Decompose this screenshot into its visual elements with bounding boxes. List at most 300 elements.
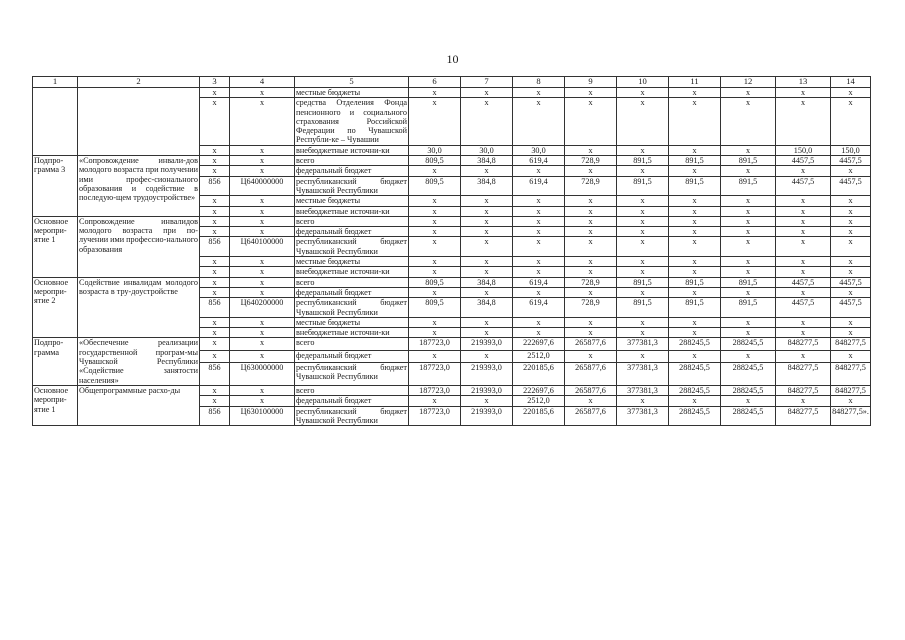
value-cell: x: [409, 267, 461, 277]
value-cell: 2512,0: [513, 396, 565, 406]
table-row: [33, 156, 871, 166]
value-cell: x: [721, 206, 776, 216]
admin-code-cell: x: [200, 385, 230, 395]
value-cell: x: [617, 166, 669, 176]
value-cell: 265877,6: [565, 406, 617, 426]
value-cell: 2512,0: [513, 350, 565, 362]
value-cell: x: [461, 196, 513, 206]
value-cell: 848277,5: [776, 362, 831, 385]
value-cell: x: [409, 257, 461, 267]
program-name-cell: Содействие инвалидам молодого возраста в тру-доустройстве: [78, 277, 200, 338]
value-cell: 219393,0: [461, 385, 513, 395]
value-cell: 848277,5: [831, 385, 871, 395]
value-cell: 384,8: [461, 176, 513, 196]
value-cell: 384,8: [461, 298, 513, 318]
value-cell: x: [409, 396, 461, 406]
value-cell: x: [831, 317, 871, 327]
value-cell: x: [669, 227, 721, 237]
column-header: 11: [669, 77, 721, 88]
budget-code-cell: x: [230, 267, 295, 277]
program-name-cell: «Обеспечение реализации государственной програм-мы Чувашской Республики «Содействие занятости населения»: [79, 338, 198, 385]
program-type-cell: [33, 88, 78, 156]
value-cell: x: [513, 328, 565, 338]
admin-code-cell: x: [200, 196, 230, 206]
admin-code-cell: x: [200, 166, 230, 176]
funding-source-cell: всего: [295, 277, 409, 287]
value-cell: x: [565, 166, 617, 176]
column-header: 12: [721, 77, 776, 88]
value-cell: x: [513, 227, 565, 237]
admin-code-cell: x: [200, 267, 230, 277]
admin-code-cell: x: [200, 396, 230, 406]
value-cell: x: [776, 287, 831, 297]
admin-code-cell: x: [200, 88, 230, 98]
value-cell: x: [721, 227, 776, 237]
funding-source-cell: федеральный бюджет: [295, 166, 409, 176]
value-cell: x: [669, 98, 721, 145]
program-name-cell: [78, 88, 200, 156]
budget-code-cell: x: [230, 328, 295, 338]
funding-source-cell: внебюджетные источни-ки: [295, 145, 409, 155]
value-cell: x: [669, 317, 721, 327]
value-cell: x: [721, 237, 776, 257]
value-cell: x: [409, 88, 461, 98]
page-number: 10: [446, 52, 459, 66]
value-cell: x: [721, 317, 776, 327]
value-cell: 377381,3: [617, 385, 669, 395]
value-cell: x: [617, 227, 669, 237]
value-cell: 288245,5: [721, 385, 776, 395]
value-cell: x: [721, 216, 776, 226]
budget-code-cell: x: [230, 396, 295, 406]
value-cell: x: [831, 237, 871, 257]
column-header: 8: [513, 77, 565, 88]
value-cell: x: [721, 196, 776, 206]
budget-code-cell: Ц640100000: [230, 237, 295, 257]
value-cell: 288245,5: [669, 406, 721, 426]
value-cell: x: [409, 216, 461, 226]
budget-code-cell: x: [230, 385, 295, 395]
value-cell: x: [565, 287, 617, 297]
admin-code-cell: 856: [200, 362, 230, 385]
value-cell: 4457,5: [776, 176, 831, 196]
value-cell: x: [617, 350, 669, 362]
value-cell: 30,0: [461, 145, 513, 155]
value-cell: x: [669, 257, 721, 267]
value-cell: x: [461, 287, 513, 297]
budget-code-cell: x: [230, 227, 295, 237]
admin-code-cell: x: [200, 350, 230, 362]
budget-code-cell: x: [230, 206, 295, 216]
value-cell: 4457,5: [831, 156, 871, 166]
value-cell: x: [831, 267, 871, 277]
value-cell: x: [776, 267, 831, 277]
budget-code-cell: x: [230, 196, 295, 206]
funding-source-cell: внебюджетные источни-ки: [295, 267, 409, 277]
value-cell: 187723,0: [409, 406, 461, 426]
column-header: 2: [78, 77, 200, 88]
value-cell: 288245,5: [669, 362, 721, 385]
program-type-cell: Подпро-грамма: [33, 338, 78, 385]
value-cell: x: [776, 396, 831, 406]
value-cell: x: [831, 98, 871, 145]
value-cell: 220185,6: [513, 406, 565, 426]
funding-source-cell: федеральный бюджет: [295, 227, 409, 237]
value-cell: x: [776, 350, 831, 362]
value-cell: 219393,0: [461, 338, 513, 350]
table-row: [33, 338, 871, 350]
value-cell: x: [513, 267, 565, 277]
value-cell: x: [461, 206, 513, 216]
admin-code-cell: x: [200, 216, 230, 226]
value-cell: 4457,5: [776, 156, 831, 166]
admin-code-cell: x: [200, 206, 230, 216]
value-cell: x: [669, 88, 721, 98]
value-cell: 891,5: [669, 277, 721, 287]
value-cell: x: [669, 396, 721, 406]
value-cell: 4457,5: [776, 298, 831, 318]
value-cell: 288245,5: [669, 338, 721, 350]
value-cell: 728,9: [565, 176, 617, 196]
value-cell: x: [565, 257, 617, 267]
value-cell: x: [669, 206, 721, 216]
value-cell: 891,5: [721, 156, 776, 166]
value-cell: x: [513, 98, 565, 145]
funding-source-cell: внебюджетные источни-ки: [295, 206, 409, 216]
funding-source-cell: местные бюджеты: [295, 196, 409, 206]
program-name-cell: «Сопровождение инвали-дов молодого возраста при получении ими профес-сионального образования и содействие в последую-щем трудоустройстве»: [78, 156, 200, 217]
budget-code-cell: Ц630000000: [230, 362, 295, 385]
program-name-cell: Сопровождение инвалидов молодого возраста при по-лучении ими профессио-нального образования: [78, 216, 200, 277]
value-cell: x: [461, 216, 513, 226]
value-cell: 728,9: [565, 298, 617, 318]
value-cell: x: [409, 350, 461, 362]
value-cell: x: [669, 145, 721, 155]
admin-code-cell: x: [200, 156, 230, 166]
column-header: 3: [200, 77, 230, 88]
value-cell: x: [669, 350, 721, 362]
funding-source-cell: федеральный бюджет: [295, 350, 409, 362]
admin-code-cell: 856: [200, 298, 230, 318]
funding-source-cell: республиканский бюджет Чувашской Республики: [295, 362, 409, 385]
table-row: [33, 277, 871, 287]
value-cell: 288245,5: [721, 406, 776, 426]
value-cell: 187723,0: [409, 338, 461, 350]
value-cell: x: [565, 237, 617, 257]
program-type-cell: Основное меропри-ятие 2: [33, 277, 78, 338]
value-cell: x: [617, 237, 669, 257]
budget-code-cell: x: [230, 287, 295, 297]
value-cell: x: [617, 206, 669, 216]
value-cell: x: [461, 257, 513, 267]
value-cell: 891,5: [721, 277, 776, 287]
admin-code-cell: x: [200, 277, 230, 287]
funding-source-cell: всего: [295, 338, 409, 350]
budget-code-cell: x: [230, 98, 295, 145]
value-cell: x: [617, 267, 669, 277]
value-cell: x: [565, 396, 617, 406]
admin-code-cell: 856: [200, 237, 230, 257]
value-cell: x: [461, 267, 513, 277]
column-header: 6: [409, 77, 461, 88]
value-cell: 619,4: [513, 298, 565, 318]
column-header: 13: [776, 77, 831, 88]
value-cell: 848277,5: [831, 362, 871, 385]
value-cell: x: [721, 287, 776, 297]
value-cell: x: [617, 88, 669, 98]
value-cell: x: [669, 267, 721, 277]
value-cell: x: [565, 88, 617, 98]
value-cell: 891,5: [617, 298, 669, 318]
value-cell: x: [409, 317, 461, 327]
value-cell: 891,5: [721, 176, 776, 196]
value-cell: x: [461, 227, 513, 237]
value-cell: x: [776, 227, 831, 237]
value-cell: x: [831, 227, 871, 237]
value-cell: x: [776, 166, 831, 176]
funding-source-cell: всего: [295, 216, 409, 226]
value-cell: x: [565, 317, 617, 327]
table-row: [33, 385, 871, 395]
value-cell: x: [461, 328, 513, 338]
value-cell: x: [617, 216, 669, 226]
funding-source-cell: федеральный бюджет: [295, 396, 409, 406]
column-header: 4: [230, 77, 295, 88]
value-cell: x: [409, 227, 461, 237]
value-cell: x: [669, 216, 721, 226]
column-header: 1: [33, 77, 78, 88]
value-cell: x: [513, 216, 565, 226]
value-cell: x: [461, 88, 513, 98]
funding-source-cell: местные бюджеты: [295, 88, 409, 98]
value-cell: x: [669, 166, 721, 176]
value-cell: x: [513, 287, 565, 297]
value-cell: 619,4: [513, 277, 565, 287]
value-cell: 848277,5».: [831, 406, 871, 426]
budget-code-cell: x: [230, 338, 295, 350]
admin-code-cell: x: [200, 98, 230, 145]
table-body: [33, 88, 871, 426]
value-cell: 377381,3: [617, 406, 669, 426]
value-cell: x: [513, 206, 565, 216]
value-cell: x: [617, 98, 669, 145]
value-cell: 891,5: [617, 277, 669, 287]
value-cell: x: [409, 98, 461, 145]
value-cell: 265877,6: [565, 338, 617, 350]
value-cell: x: [669, 237, 721, 257]
value-cell: 848277,5: [776, 338, 831, 350]
funding-source-cell: республиканский бюджет Чувашской Республики: [296, 406, 407, 425]
value-cell: x: [669, 287, 721, 297]
column-header: 9: [565, 77, 617, 88]
budget-code-cell: x: [230, 277, 295, 287]
value-cell: x: [617, 396, 669, 406]
value-cell: x: [565, 206, 617, 216]
admin-code-cell: x: [200, 257, 230, 267]
value-cell: 891,5: [721, 298, 776, 318]
value-cell: 848277,5: [776, 406, 831, 426]
value-cell: 30,0: [513, 145, 565, 155]
value-cell: 219393,0: [461, 362, 513, 385]
value-cell: x: [721, 328, 776, 338]
funding-source-cell: республиканский бюджет Чувашской Республики: [296, 176, 407, 195]
value-cell: x: [565, 196, 617, 206]
value-cell: x: [721, 267, 776, 277]
value-cell: x: [617, 328, 669, 338]
value-cell: 891,5: [669, 298, 721, 318]
admin-code-cell: x: [200, 328, 230, 338]
value-cell: 377381,3: [617, 338, 669, 350]
value-cell: 728,9: [565, 156, 617, 166]
value-cell: x: [565, 350, 617, 362]
value-cell: x: [461, 166, 513, 176]
value-cell: 4457,5: [831, 176, 871, 196]
value-cell: x: [565, 328, 617, 338]
value-cell: x: [513, 237, 565, 257]
value-cell: 265877,6: [565, 385, 617, 395]
value-cell: 219393,0: [461, 406, 513, 426]
admin-code-cell: x: [200, 145, 230, 155]
value-cell: x: [461, 350, 513, 362]
value-cell: x: [565, 216, 617, 226]
program-type-cell: Основное меропри-ятие 1: [33, 216, 78, 277]
value-cell: x: [409, 328, 461, 338]
value-cell: 891,5: [669, 156, 721, 166]
value-cell: 891,5: [617, 156, 669, 166]
value-cell: 384,8: [461, 277, 513, 287]
value-cell: x: [831, 328, 871, 338]
column-header: 7: [461, 77, 513, 88]
budget-table: [32, 76, 871, 426]
value-cell: x: [409, 237, 461, 257]
value-cell: x: [513, 257, 565, 267]
value-cell: x: [461, 396, 513, 406]
column-header: 10: [617, 77, 669, 88]
value-cell: 809,5: [409, 156, 461, 166]
budget-code-cell: Ц640000000: [230, 176, 295, 196]
value-cell: x: [776, 317, 831, 327]
value-cell: x: [831, 396, 871, 406]
value-cell: x: [831, 287, 871, 297]
value-cell: 222697,6: [513, 385, 565, 395]
admin-code-cell: x: [200, 227, 230, 237]
program-type-cell: Основное меропри-ятие 1: [33, 385, 78, 425]
value-cell: 4457,5: [831, 277, 871, 287]
value-cell: x: [831, 350, 871, 362]
budget-code-cell: Ц640200000: [230, 298, 295, 318]
funding-source-cell: средства Отделения Фонда пенсионного и социального страхования Российской Федерации по Чувашской Республи-ке – Чувашии: [296, 98, 407, 145]
value-cell: x: [776, 196, 831, 206]
value-cell: 187723,0: [409, 362, 461, 385]
value-cell: 891,5: [669, 176, 721, 196]
value-cell: x: [831, 257, 871, 267]
value-cell: 265877,6: [565, 362, 617, 385]
budget-code-cell: x: [230, 156, 295, 166]
value-cell: 848277,5: [776, 385, 831, 395]
funding-source-cell: местные бюджеты: [295, 317, 409, 327]
value-cell: 809,5: [409, 298, 461, 318]
value-cell: 288245,5: [721, 362, 776, 385]
value-cell: x: [776, 88, 831, 98]
value-cell: 30,0: [409, 145, 461, 155]
admin-code-cell: x: [200, 287, 230, 297]
funding-source-cell: местные бюджеты: [295, 257, 409, 267]
value-cell: x: [776, 216, 831, 226]
value-cell: x: [513, 88, 565, 98]
value-cell: 222697,6: [513, 338, 565, 350]
value-cell: x: [617, 257, 669, 267]
table-row: [33, 216, 871, 226]
value-cell: x: [721, 88, 776, 98]
column-header: 14: [831, 77, 871, 88]
value-cell: x: [776, 206, 831, 216]
value-cell: x: [513, 317, 565, 327]
value-cell: x: [831, 216, 871, 226]
value-cell: x: [776, 237, 831, 257]
funding-source-cell: всего: [295, 156, 409, 166]
value-cell: x: [565, 227, 617, 237]
value-cell: x: [513, 166, 565, 176]
funding-source-cell: республиканский бюджет Чувашской Республики: [296, 298, 407, 317]
funding-source-cell: республиканский бюджет Чувашской Республики: [296, 237, 407, 256]
value-cell: x: [721, 396, 776, 406]
value-cell: x: [669, 196, 721, 206]
value-cell: 848277,5: [831, 338, 871, 350]
value-cell: 809,5: [409, 277, 461, 287]
admin-code-cell: 856: [200, 406, 230, 426]
value-cell: 4457,5: [831, 298, 871, 318]
value-cell: 891,5: [617, 176, 669, 196]
value-cell: x: [409, 206, 461, 216]
value-cell: 220185,6: [513, 362, 565, 385]
value-cell: 377381,3: [617, 362, 669, 385]
value-cell: x: [617, 317, 669, 327]
value-cell: 619,4: [513, 176, 565, 196]
admin-code-cell: 856: [200, 176, 230, 196]
value-cell: x: [831, 88, 871, 98]
value-cell: x: [565, 98, 617, 145]
value-cell: x: [461, 317, 513, 327]
value-cell: x: [409, 166, 461, 176]
admin-code-cell: x: [200, 317, 230, 327]
value-cell: x: [776, 257, 831, 267]
table-row: [33, 88, 871, 98]
value-cell: x: [776, 98, 831, 145]
value-cell: x: [831, 206, 871, 216]
budget-code-cell: x: [230, 166, 295, 176]
funding-source-cell: всего: [295, 385, 409, 395]
value-cell: x: [617, 287, 669, 297]
admin-code-cell: x: [200, 338, 230, 350]
funding-source-cell: внебюджетные источни-ки: [295, 328, 409, 338]
budget-code-cell: x: [230, 88, 295, 98]
value-cell: 288245,5: [721, 338, 776, 350]
value-cell: 150,0: [776, 145, 831, 155]
value-cell: x: [513, 196, 565, 206]
budget-code-cell: x: [230, 350, 295, 362]
funding-source-cell: федеральный бюджет: [295, 287, 409, 297]
table-header-row: [33, 77, 871, 88]
value-cell: x: [565, 145, 617, 155]
value-cell: x: [409, 196, 461, 206]
value-cell: x: [721, 350, 776, 362]
budget-code-cell: Ц630100000: [230, 406, 295, 426]
budget-code-cell: x: [230, 216, 295, 226]
column-header: 5: [295, 77, 409, 88]
value-cell: x: [461, 98, 513, 145]
value-cell: x: [409, 287, 461, 297]
value-cell: x: [565, 267, 617, 277]
